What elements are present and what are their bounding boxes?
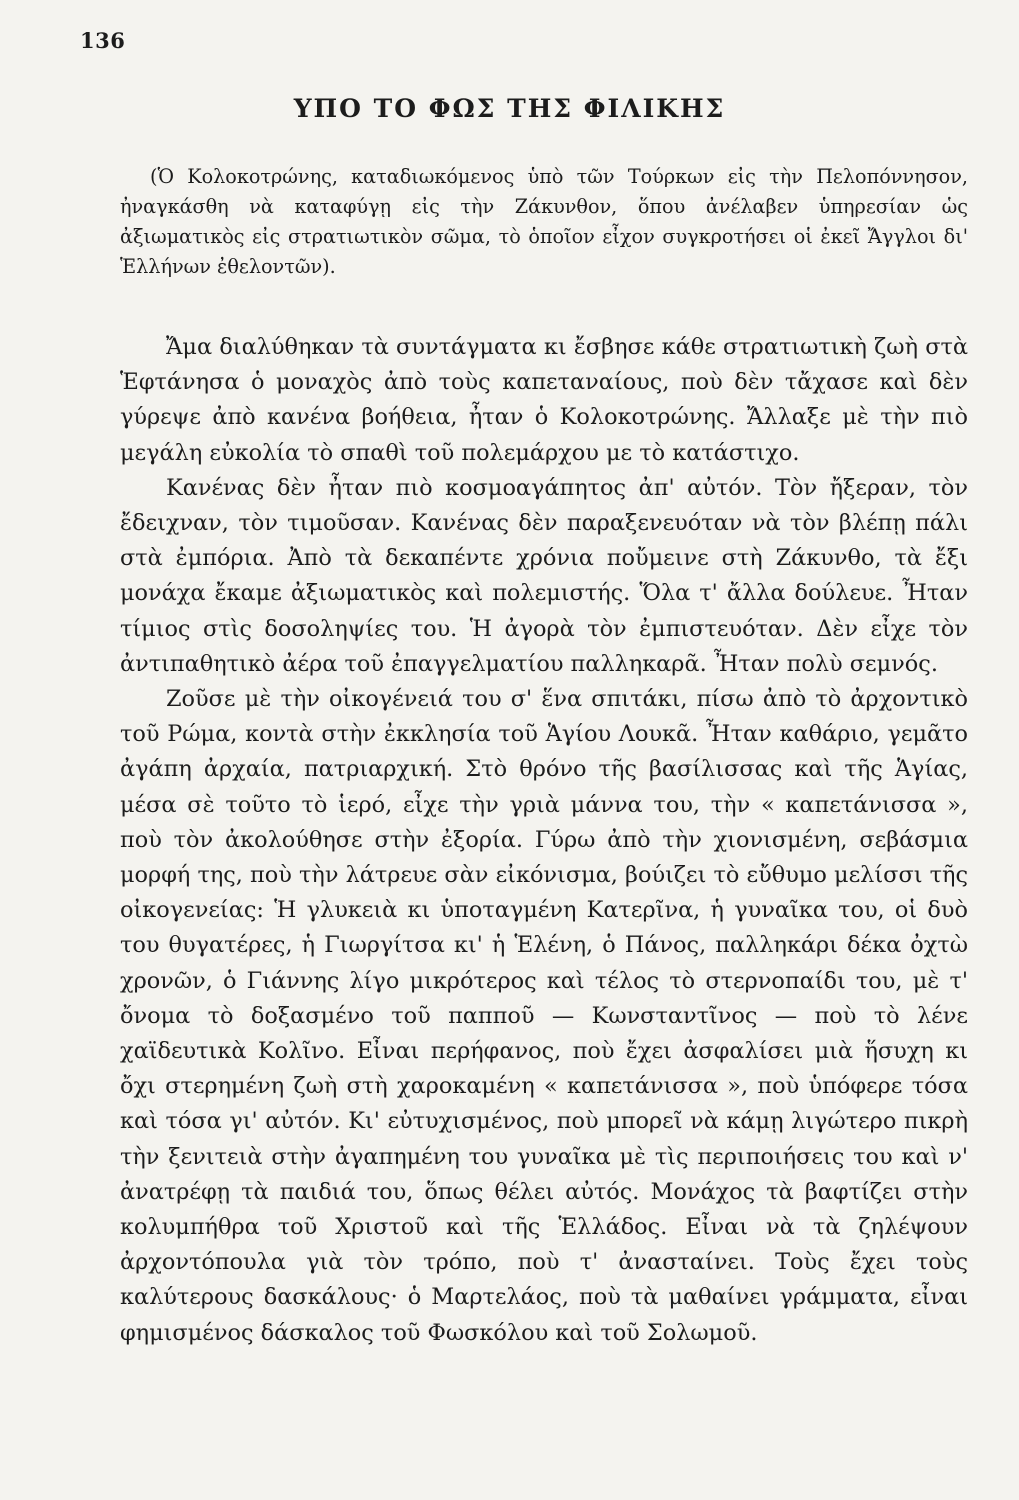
intro-note: (Ὁ Κολοκοτρώνης, καταδιωκόμενος ὑπὸ τῶν Τούρκων εἰς τὴν Πελοπόννησον, ἠναγκάσθη νὰ καταφύγῃ εἰς τὴν Ζάκυνθον, ὅπου ἀνέλαβεν ὑπηρεσίαν ὡς ἀξιωματικὸς εἰς στρατιωτικὸν σῶμα, τὸ ὁποῖον εἶχον συγκροτήσει οἱ ἐκεῖ Ἄγγλοι δι' Ἑλλήνων ἐθελοντῶν).	[120, 165, 968, 278]
paragraph-3: Ζοῦσε μὲ τὴν οἰκογένειά του σ' ἕνα σπιτάκι, πίσω ἀπὸ τὸ ἀρχοντικὸ τοῦ Ρώμα, κοντὰ στὴν ἐκκλησία τοῦ Ἁγίου Λουκᾶ. Ἦταν καθάριο, γεμᾶτο ἀγάπη ἀρχαία, πατριαρχική. Στὸ θρόνο τῆς βασίλισσας καὶ τῆς Ἁγίας, μέσα σὲ τοῦτο τὸ ἱερό, εἶχε τὴν γριὰ μάννα του, τὴν « καπετάνισσα », ποὺ τὸν ἀκολούθησε στὴν ἐξορία. Γύρω ἀπὸ τὴν χιονισμένη, σεβάσμια μορφή της, ποὺ τὴν λάτρευε σὰν εἰκόνισμα, βούιζει τὸ εὔθυμο μελίσσι τῆς οἰκογενείας: Ἡ γλυκειὰ κι ὑποταγμένη Κατερῖνα, ἡ γυναῖκα του, οἱ δυὸ του θυγατέρες, ἡ Γιωργίτσα κι' ἡ Ἑλένη, ὁ Πάνος, παλληκάρι δέκα ὀχτὼ χρονῶν, ὁ Γιάννης λίγο μικρότερος καὶ τέλος τὸ στερνοπαίδι του, μὲ τ' ὄνομα τὸ δοξασμένο τοῦ παπποῦ — Κωνσταντῖνος — ποὺ τὸ λένε χαϊδευτικὰ Κολῖνο. Εἶναι περήφανος, ποὺ ἔχει ἀσφαλίσει μιὰ ἥσυχη κι ὄχι στερημένη ζωὴ στὴ χαροκαμένη « καπετάνισσα », ποὺ ὑπόφερε τόσα καὶ τόσα γι' αὐτόν. Κι' εὐτυχισμένος, ποὺ μπορεῖ νὰ κάμῃ λιγώτερο πικρὴ τὴν ξενιτειὰ στὴν ἀγαπημένη του γυναῖκα μὲ τὶς περιποιήσεις του καὶ ν' ἀνατρέφῃ τὰ παιδιά του, ὅπως θέλει αὐτός. Μονάχος τὰ βαφτίζει στὴν κολυμπήθρα τοῦ Χριστοῦ καὶ τῆς Ἑλλάδος. Εἶναι νὰ τὰ ζηλέψουν ἀρχοντόπουλα γιὰ τὸν τρόπο, ποὺ τ' ἀνασταίνει. Τοὺς ἔχει τοὺς καλύτερους δασκάλους· ὁ Μαρτελάος, ποὺ τὰ μαθαίνει γράμματα, εἶναι φημισμένος δάσκαλος τοῦ Φωσκόλου καὶ τοῦ Σολωμοῦ.	[120, 686, 968, 1346]
body-text	[120, 330, 968, 1351]
page-number: 136	[80, 28, 126, 53]
chapter-title: ΥΠΟ ΤΟ ΦΩΣ ΤΗΣ ΦΙΛΙΚΗΣ	[293, 94, 726, 123]
paragraph-1: Ἄμα διαλύθηκαν τὰ συντάγματα κι ἔσβησε κάθε στρατιωτικὴ ζωὴ στὰ Ἑφτάνησα ὁ μοναχὸς ἀπὸ τοὺς καπεταναίους, ποὺ δὲν τἄχασε καὶ δὲν γύρεψε ἀπὸ κανένα βοήθεια, ἦταν ὁ Κολοκοτρώνης. Ἄλλαξε μὲ τὴν πιὸ μεγάλη εὐκολία τὸ σπαθὶ τοῦ πολεμάρχου με τὸ κατάστιχο.	[120, 334, 968, 466]
paragraph-2: Κανένας δὲν ἦταν πιὸ κοσμοαγάπητος ἀπ' αὐτόν. Τὸν ἤξεραν, τὸν ἔδειχναν, τὸν τιμοῦσαν. Κανένας δὲν παραξενευόταν νὰ τὸν βλέπῃ πάλι στὰ ἐμπόρια. Ἀπὸ τὰ δεκαπέντε χρόνια ποὔμεινε στὴ Ζάκυνθο, τὰ ἔξι μονάχα ἔκαμε ἀξιωματικὸς καὶ πολεμιστής. Ὅλα τ' ἄλλα δούλευε. Ἦταν τίμιος στὶς δοσοληψίες του. Ἡ ἀγορὰ τὸν ἐμπιστευόταν. Δὲν εἶχε τὸν ἀντιπαθητικὸ ἀέρα τοῦ ἐπαγγελματίου παλληκαρᾶ. Ἦταν πολὺ σεμνός.	[120, 474, 968, 677]
